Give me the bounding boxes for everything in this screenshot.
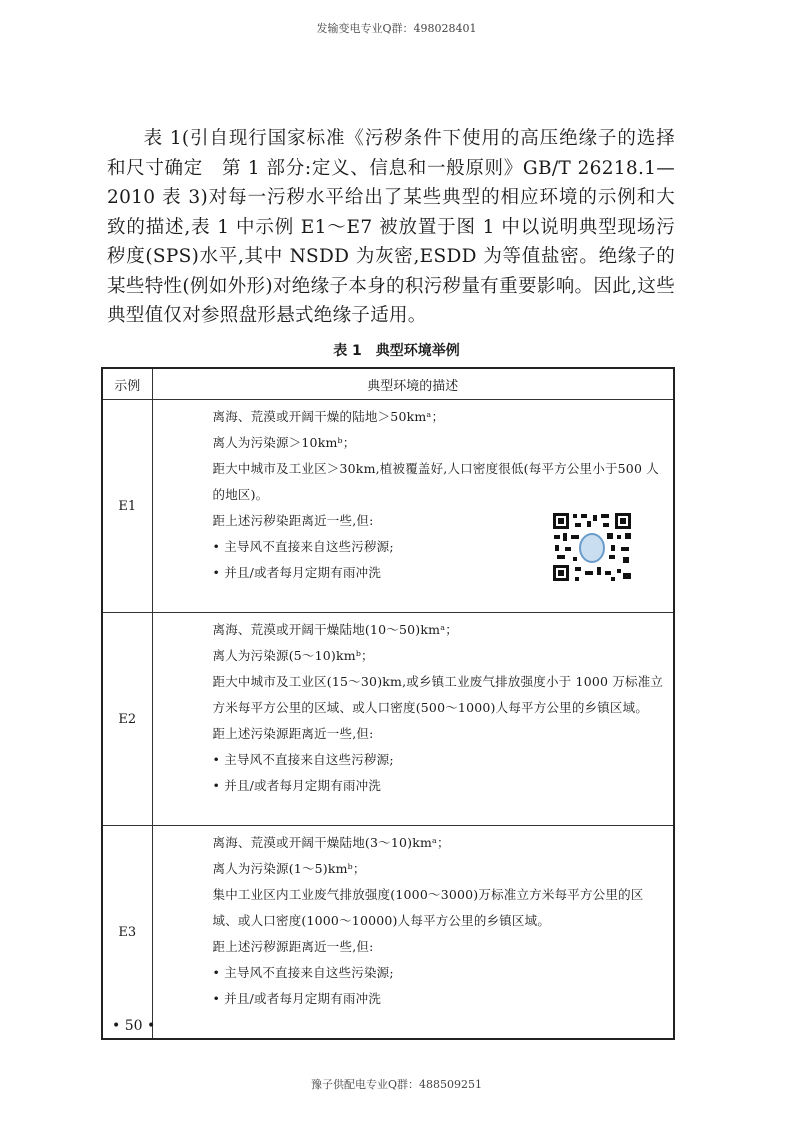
example-code-e3: E3 [102, 826, 152, 1040]
paragraph-text: 表 1(引自现行国家标准《污秽条件下使用的高压绝缘子的选择和尺寸确定 第 1 部分:定义、信息和一般原则》GB/T 26218.1—2010 表 3)对每一污秽水平给出了某些典型的相应环境的示例和大致的描述,表 1 中示例 E1～E7 被放置于图 1 中以说明典型现场污秽度(SPS)水平,其中 NSDD 为灰密,ESDD 为等值盐密。绝缘子的某些特性(例如外形)对绝缘子本身的积污秽量有重要影响。因此,这些典型值仅对参照盘形悬式绝缘子适用。 [107, 128, 675, 326]
description-line: 离人为污染源(5～10)kmᵇ； [212, 648, 374, 663]
description-cell-e3 [152, 826, 674, 1040]
description-line: • 主导风不直接来自这些污秽源; [212, 539, 394, 554]
description-line: 离人为污染源(1～5)kmᵇ； [212, 861, 366, 876]
description-line: • 并且/或者每月定期有雨冲洗 [212, 991, 382, 1006]
qr-code-image [551, 511, 633, 583]
description-line: • 主导风不直接来自这些污染源; [212, 965, 394, 980]
column-header-description: 典型环境的描述 [152, 368, 674, 400]
table-row [102, 826, 674, 1040]
header-watermark: 发输变电专业Q群：498028401 [316, 22, 477, 35]
description-line: • 并且/或者每月定期有雨冲洗 [212, 778, 382, 793]
table-header-row [102, 368, 674, 400]
example-code-e2: E2 [102, 613, 152, 826]
example-code-e1: E1 [102, 400, 152, 613]
description-line: 距大中城市及工业区＞30km,植被覆盖好,人口密度很低(每平方公里小于500 人的地区)。 [212, 461, 659, 502]
description-line: • 主导风不直接来自这些污秽源; [212, 752, 394, 767]
table-row [102, 613, 674, 826]
body-paragraph [107, 124, 675, 331]
table-row [102, 400, 674, 613]
description-line: 离海、荒漠或开阔干燥陆地(10～50)kmᵃ； [212, 622, 458, 637]
description-line: 离海、荒漠或开阔干燥的陆地＞50kmᵃ； [212, 409, 445, 424]
description-line: 距上述污染源距离近一些,但: [212, 726, 374, 741]
footer-watermark: 豫子供配电专业Q群：488509251 [310, 1078, 482, 1091]
description-line: • 并且/或者每月定期有雨冲洗 [212, 565, 382, 580]
page-number: • 50 • [112, 1018, 156, 1034]
description-line: 距上述污秽源距离近一些,但: [212, 939, 374, 954]
table-title: 表 1 典型环境举例 [333, 343, 460, 359]
description-line: 离人为污染源＞10kmᵇ； [212, 435, 356, 450]
description-cell-e1 [152, 400, 674, 613]
environment-table [101, 367, 675, 1040]
description-line: 距大中城市及工业区(15～30)km,或乡镇工业废气排放强度小于 1000 万标准立方米每平方公里的区域、或人口密度(500～1000)人每平方公里的乡镇区域。 [212, 674, 664, 715]
column-header-example: 示例 [102, 368, 152, 400]
description-line: 距上述污秽染距离近一些,但: [212, 513, 374, 528]
description-line: 离海、荒漠或开阔干燥陆地(3～10)kmᵃ； [212, 835, 450, 850]
description-cell-e2 [152, 613, 674, 826]
description-line: 集中工业区内工业废气排放强度(1000～3000)万标准立方米每平方公里的区域、或人口密度(1000～10000)人每平方公里的乡镇区域。 [212, 887, 644, 928]
